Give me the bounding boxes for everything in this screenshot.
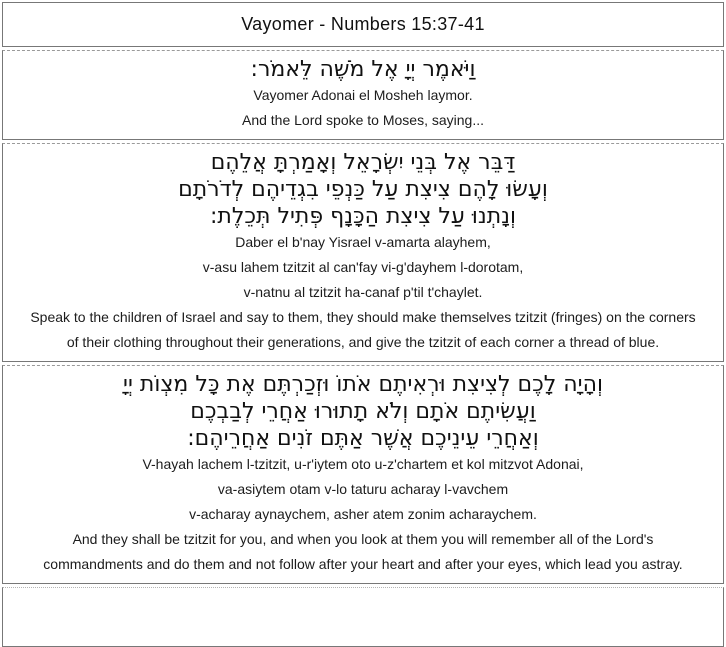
next-section-box-partial [2,587,724,647]
hebrew-line: וְעָשׂוּ לָהֶם צִיצִת עַל כַּנְפֵי בִגְדֵיהֶם לְדֹרֹתָם [178,177,548,202]
transliteration-line: V-hayah lachem l-tzitzit, u-r'iytem oto u-z'chartem et kol mitzvot Adonai, [142,456,584,472]
hebrew-line: וְהָיָה לָכֶם לְצִיצִת וּרְאִיתֶם אֹתוֹ וּזְכַרְתֶּם אֶת כָּל מִצְוֹת יְיָ [123,372,603,397]
hebrew-line: וַיֹּאמֶר יְיָ אֶל מֹשֶׁה לֵּאמֹר: [250,57,476,82]
english-line: Speak to the children of Israel and say to them, they should make themselves tzitzit (fringes) on the corners [30,309,696,325]
transliteration-line: Vayomer Adonai el Mosheh laymor. [253,87,473,103]
title-box [2,2,724,47]
english-line: commandments and do them and not follow after your heart and after your eyes, which lead you astray. [43,556,683,572]
hebrew-line: וְנָתְנוּ עַל צִיצִת הַכָּנָף פְּתִיל תְּכֵלֶת: [210,204,516,229]
transliteration-line: v-natnu al tzitzit ha-canaf p'til t'chaylet. [243,284,483,300]
hebrew-line: דַּבֵּר אֶל בְּנֵי יִשְׂרָאֵל וְאָמַרְתָּ אֲלֵהֶם [210,150,516,175]
transliteration-line: Daber el b'nay Yisrael v-amarta alayhem, [235,234,491,250]
verse-box-38 [2,143,724,362]
hebrew-line: וְאַחֲרֵי עֵינֵיכֶם אֲשֶׁר אַתֶּם זֹנִים אַחֲרֵיהֶם: [187,426,539,451]
transliteration-line: v-acharay aynaychem, asher atem zonim acharaychem. [189,506,537,522]
page-title: Vayomer - Numbers 15:37-41 [241,14,485,34]
transliteration-line: va-asiytem otam v-lo taturu acharay l-vavchem [217,481,509,497]
verse-box-39-41 [2,365,724,584]
transliteration-line: v-asu lahem tzitzit al can'fay vi-g'dayhem l-dorotam, [202,259,524,275]
english-line: of their clothing throughout their generations, and give the tzitzit of each corner a thread of blue. [66,334,660,350]
english-line: And they shall be tzitzit for you, and when you look at them you will remember all of the Lord's [72,531,654,547]
verse-box-37 [2,50,724,140]
english-line: And the Lord spoke to Moses, saying... [241,112,485,128]
hebrew-line: וַעֲשִׂיתֶם אֹתָם וְלֹא תָתוּרוּ אַחֲרֵי לְבַבְכֶם [190,399,536,424]
